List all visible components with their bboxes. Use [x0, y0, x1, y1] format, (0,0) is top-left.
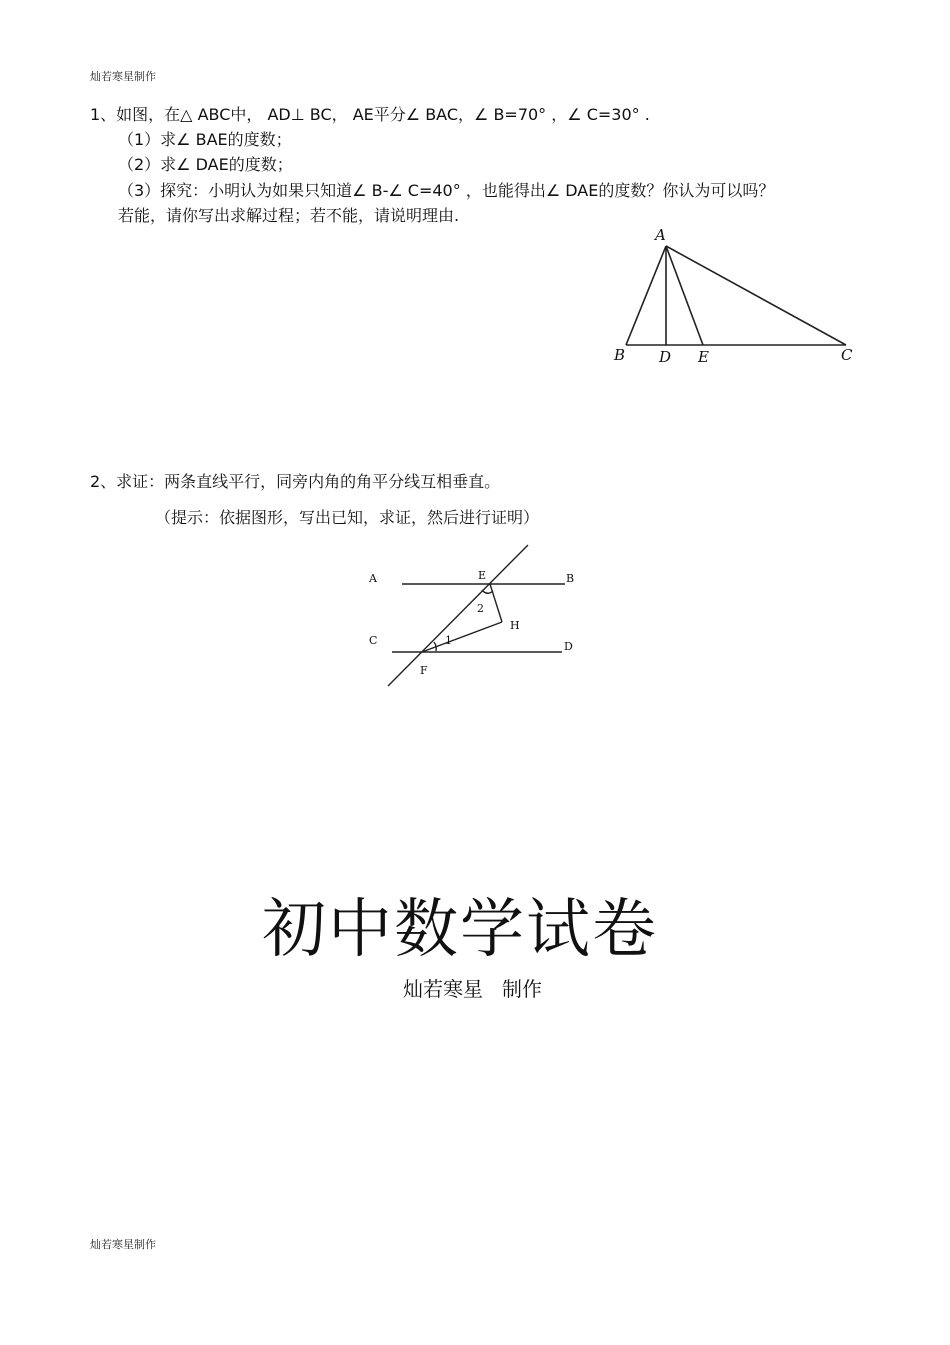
label-angle-1: 1: [445, 634, 452, 647]
parallel-lines-figure: [360, 540, 590, 692]
segment-eh: [490, 584, 502, 622]
label-a: A: [655, 226, 666, 244]
q1-part3: （3）探究：小明认为如果只知道∠ B-∠ C=40° ，也能得出∠ DAE的度数？你认为可以吗？: [118, 181, 775, 200]
label-b: B: [614, 346, 626, 364]
label-e: E: [698, 348, 709, 366]
q1-stem: 1、如图，在△ ABC中， AD⊥ BC， AE平分∠ BAC，∠ B=70° ，∠ C=30° .: [90, 105, 650, 124]
byline: 灿若寒星 制作: [402, 977, 543, 1001]
segment-ae: [666, 246, 703, 345]
q2-stem: 2、求证：两条直线平行，同旁内角的角平分线互相垂直。: [90, 472, 501, 491]
header-note: 灿若寒星制作: [90, 70, 156, 83]
segment-ab: [626, 246, 666, 345]
footer-note: 灿若寒星制作: [90, 1238, 156, 1251]
page-title: 初中数学试卷: [262, 893, 658, 967]
transversal-ef: [388, 545, 528, 686]
label-c2: C: [369, 634, 378, 647]
label-d2: D: [564, 640, 573, 653]
q1-part2: （2）求∠ DAE的度数；: [118, 155, 293, 174]
label-c: C: [841, 346, 853, 364]
label-f: F: [420, 664, 428, 677]
q1-part3-cont: 若能，请你写出求解过程；若不能，请说明理由.: [118, 206, 460, 225]
q2-hint: （提示：依据图形，写出已知，求证，然后进行证明）: [155, 508, 540, 527]
label-a2: A: [369, 572, 377, 585]
label-h: H: [510, 619, 520, 632]
label-e2: E: [478, 569, 487, 582]
segment-ac: [666, 246, 846, 345]
label-angle-2: 2: [477, 602, 484, 615]
label-b2: B: [566, 572, 575, 585]
label-d: D: [659, 348, 672, 366]
q1-part1: （1）求∠ BAE的度数；: [118, 130, 292, 149]
segment-fh: [422, 622, 502, 652]
triangle-figure: [600, 222, 870, 372]
